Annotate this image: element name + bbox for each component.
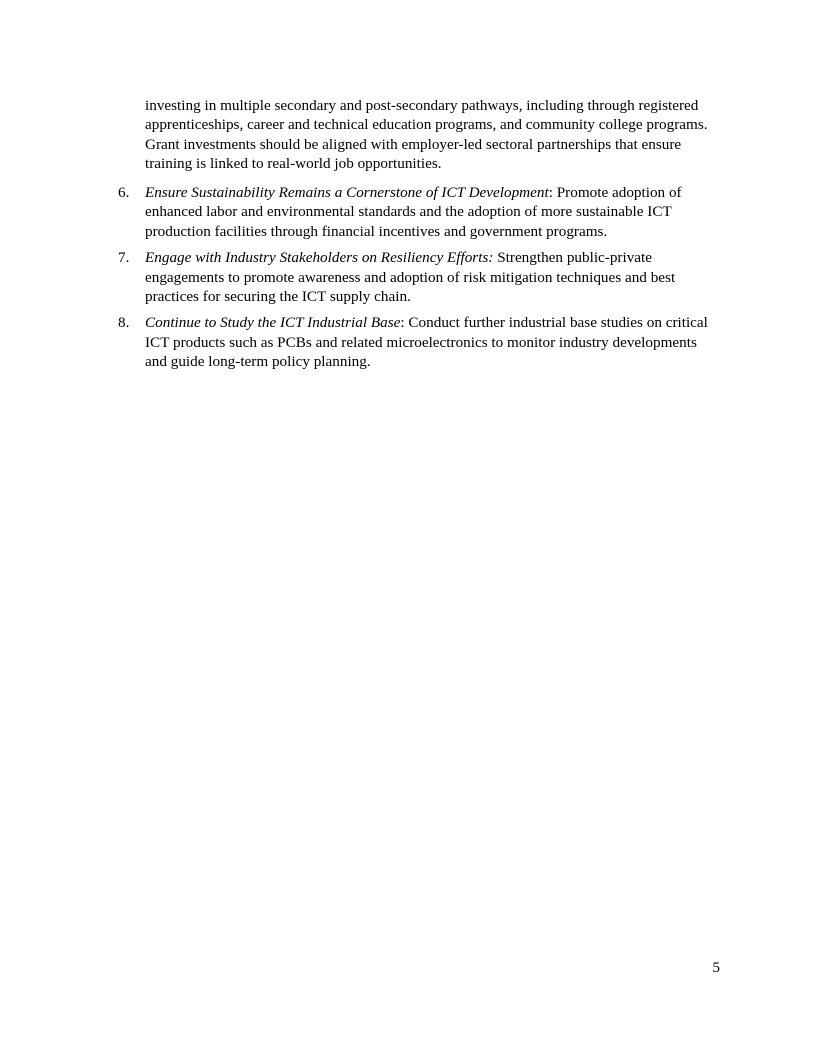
page-number: 5 [712, 959, 720, 976]
item-number: 6. [118, 184, 130, 201]
item-body [145, 183, 715, 241]
item-title: Ensure Sustainability Remains a Cornerstone of ICT Development [145, 184, 549, 201]
item-text: Conduct further industrial base studies on critical ICT products such as PCBs and related microelectronics to monitor industry developments and guide long-term policy planning. [145, 314, 708, 371]
list-item-8 [118, 313, 718, 371]
item-title: Continue to Study the ICT Industrial Base [145, 314, 401, 332]
recommendations-list [118, 183, 718, 379]
item-body [145, 313, 715, 371]
item-number: 7. [118, 249, 130, 267]
list-item-7 [118, 248, 718, 306]
item-separator: : [548, 184, 553, 201]
list-item-6 [118, 183, 718, 241]
item-text: Promote adoption of enhanced labor and environmental standards and the adoption of more sustainable ICT production facilities through financial incentives and government programs. [145, 184, 682, 240]
continuation-paragraph: investing in multiple secondary and post-secondary pathways, including through registered apprenticeships, career and technical education programs, and community college programs. Grant investments should be aligned with employer-led sectoral partnerships that ensure training is linked to real-world job opportunities. [145, 97, 708, 173]
item-number: 8. [118, 314, 130, 332]
item-title: Engage with Industry Stakeholders on Resiliency Efforts: [145, 249, 494, 267]
item-body [145, 248, 715, 306]
item-text: Strengthen public-private engagements to promote awareness and adoption of risk mitigation techniques and best practices for securing the ICT supply chain. [145, 249, 676, 306]
item-separator: : [400, 314, 405, 332]
